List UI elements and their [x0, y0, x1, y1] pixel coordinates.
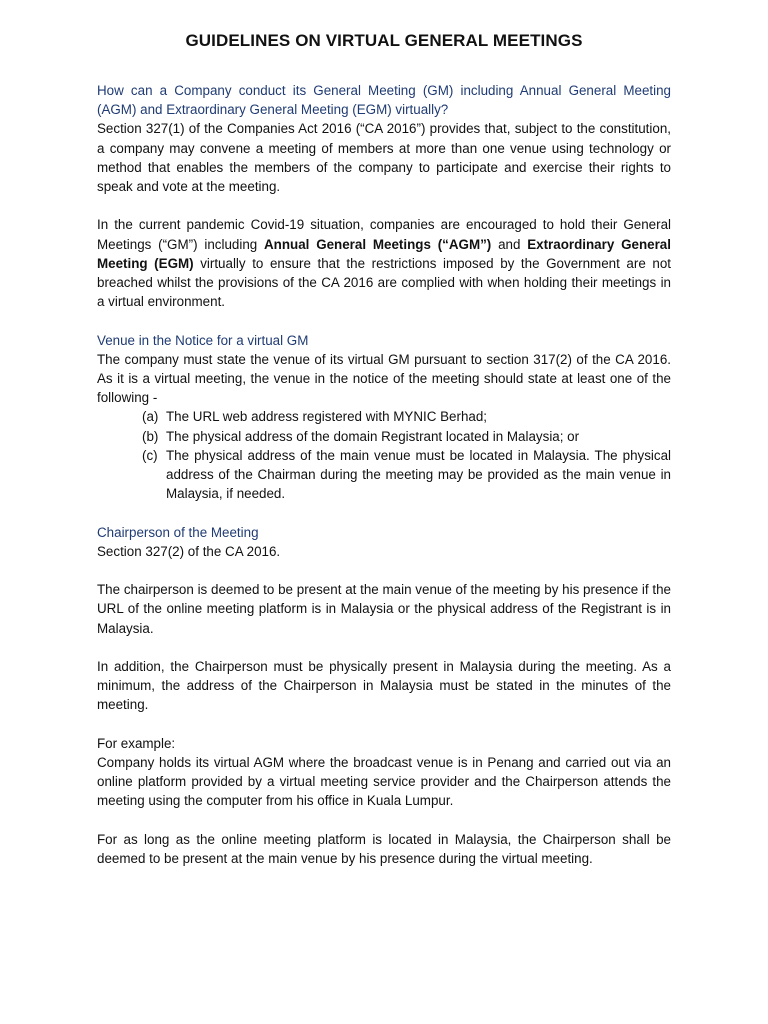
- spacer: [97, 561, 671, 580]
- list-item-text: The physical address of the main venue must be located in Malaysia. The physical address of the Chairman during the meeting may be provided as the main venue in Malaysia, if needed.: [166, 447, 671, 502]
- list-marker: (b): [142, 428, 159, 444]
- spacer: [97, 503, 671, 522]
- example-label: For example:: [97, 735, 176, 751]
- paragraph-chairperson-presence: The chairperson is deemed to be present at the main venue of the meeting by his presence if the URL of the online meeting platform is in Malaysia or the physical address of the Registrant is in Malaysia.: [97, 582, 671, 636]
- spacer: [97, 811, 671, 830]
- section-heading-chairperson: Chairperson of the Meeting: [97, 524, 259, 540]
- list-item-text: The physical address of the domain Registrant located in Malaysia; or: [166, 428, 580, 444]
- paragraph-online-platform: For as long as the online meeting platform is located in Malaysia, the Chairperson shall be deemed to be present at the main venue by his presence during the virtual meeting.: [97, 831, 671, 867]
- list-marker: (c): [142, 447, 158, 463]
- section-heading-conduct: How can a Company conduct its General Meeting (GM) including Annual General Meeting (AGM) and Extraordinary General Meeting (EGM) virtually?: [97, 83, 671, 118]
- paragraph-section-327-2: Section 327(2) of the CA 2016.: [97, 543, 281, 559]
- spacer: [97, 196, 671, 215]
- text-run: virtually to ensure that the restrictions imposed by the Government are not breached whilst the provisions of the CA 2016 are complied with when holding their meetings in a virtual environment.: [97, 255, 671, 310]
- bold-agm: Annual General Meetings (“AGM”): [264, 236, 492, 252]
- spacer: [97, 311, 671, 330]
- spacer: [97, 638, 671, 657]
- paragraph-pandemic: [97, 215, 671, 311]
- list-item: [97, 407, 671, 426]
- paragraph-venue: The company must state the venue of its virtual GM pursuant to section 317(2) of the CA 2016. As it is a virtual meeting, the venue in the notice of the meeting should state at least one of the following -: [97, 351, 671, 406]
- spacer: [97, 715, 671, 734]
- paragraph-example: Company holds its virtual AGM where the broadcast venue is in Penang and carried out via an online platform provided by a virtual meeting service provider and the Chairperson attends the meeting using the computer from his office in Kuala Lumpur.: [97, 755, 671, 809]
- list-item: [97, 427, 671, 446]
- text-run: and: [491, 236, 528, 252]
- list-marker: (a): [142, 409, 159, 425]
- list-item-text: The URL web address registered with MYNIC Berhad;: [166, 409, 488, 425]
- venue-options-list: [97, 407, 671, 503]
- text-run: In the current pandemic Covid-19 situation, companies are encouraged to hold their General Meetings (“GM”) including: [97, 217, 671, 252]
- paragraph-section-327-1: Section 327(1) of the Companies Act 2016 (“CA 2016”) provides that, subject to the constitution, a company may convene a meeting of members at more than one venue using technology or method that enables the members of the company to participate and exercise their rights to speak and vote at the meeting.: [97, 121, 671, 195]
- bold-egm: Extraordinary General Meeting (EGM): [97, 236, 671, 271]
- document-title: GUIDELINES ON VIRTUAL GENERAL MEETINGS: [185, 31, 583, 50]
- section-heading-venue: Venue in the Notice for a virtual GM: [97, 332, 309, 348]
- paragraph-chairperson-malaysia: In addition, the Chairperson must be physically present in Malaysia during the meeting. As a minimum, the address of the Chairperson in Malaysia must be stated in the minutes of the meeting.: [97, 659, 671, 713]
- list-item: [97, 446, 671, 504]
